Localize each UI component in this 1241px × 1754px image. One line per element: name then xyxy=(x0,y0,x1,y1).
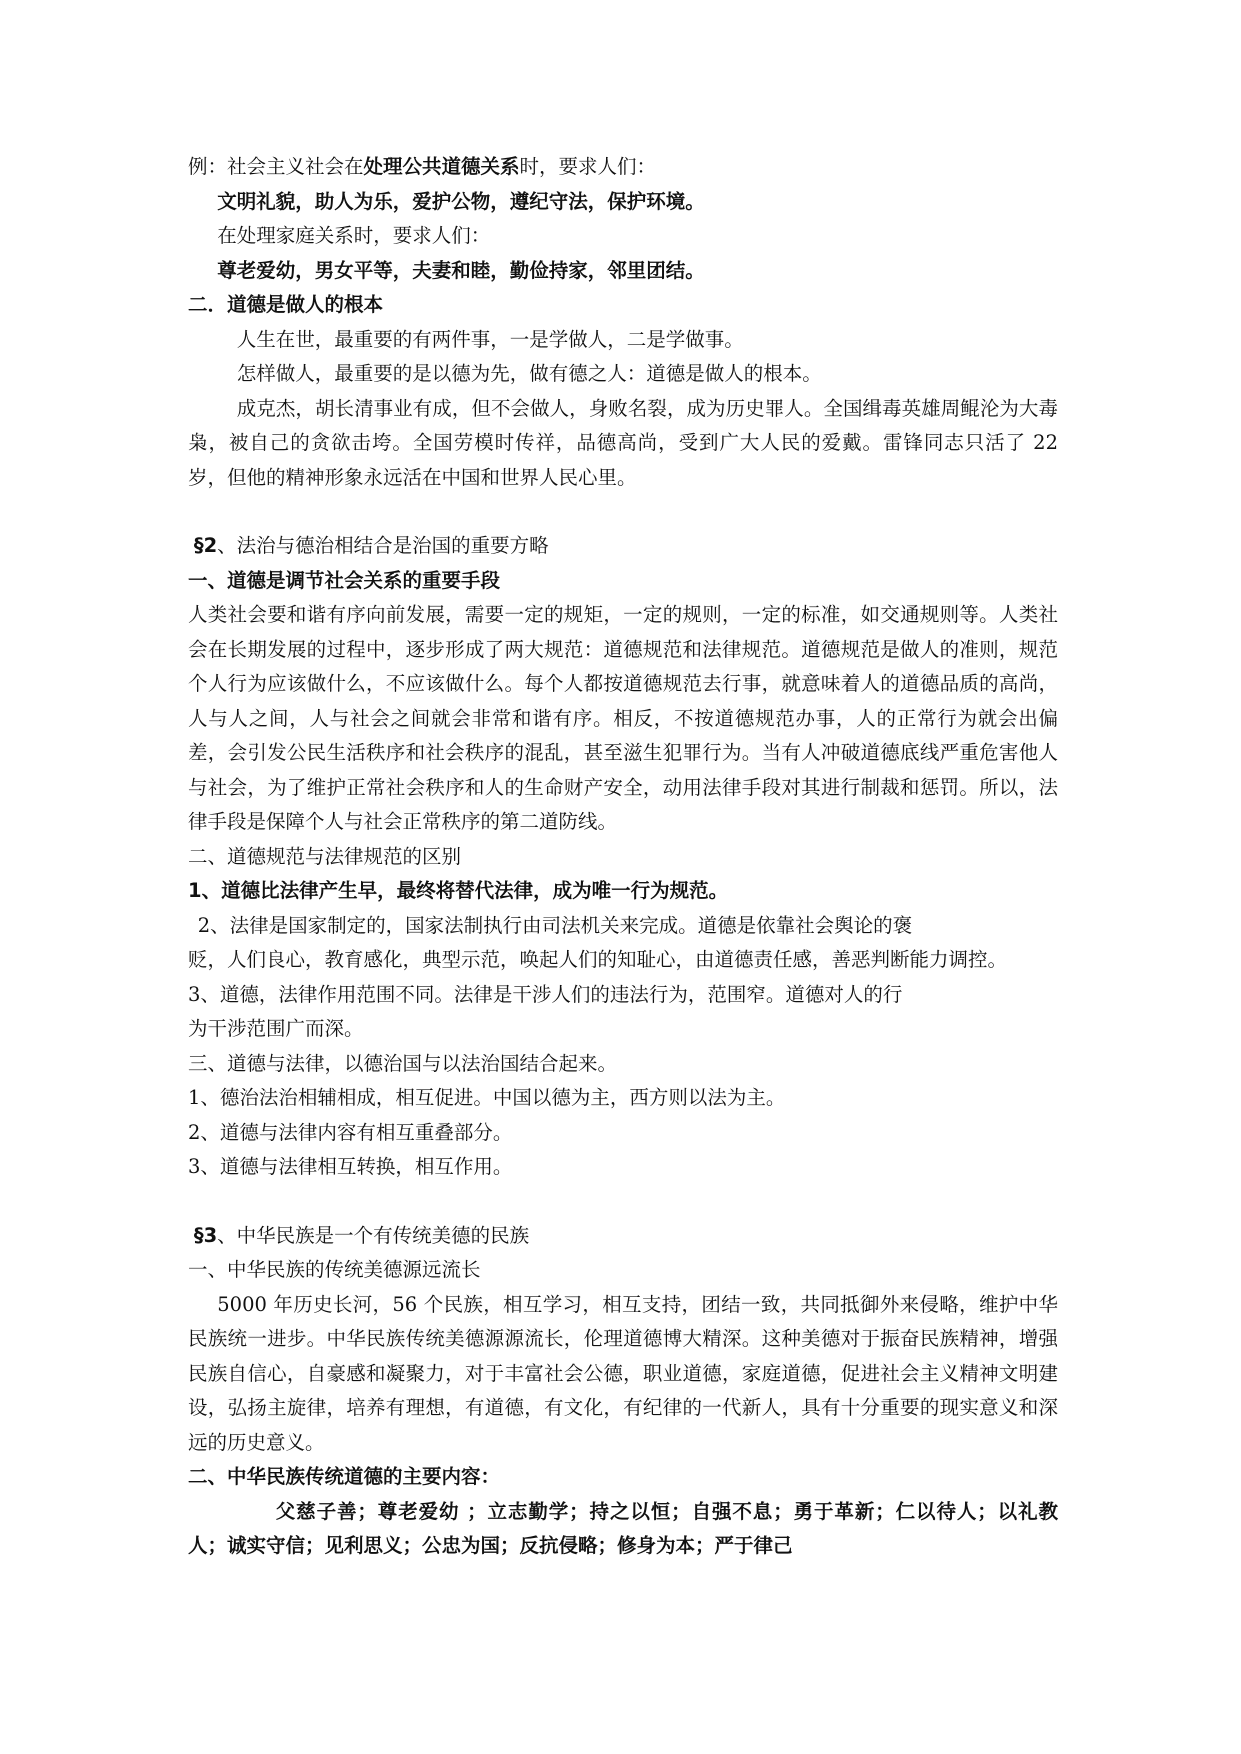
traditional-virtues-list: 父慈子善；尊老爱幼 ；立志勤学；持之以恒；自强不息；勇于革新；仁以待人；以礼教人；诚实守信；见利思义；公忠为国；反抗侵略；修身为本；严于律己 xyxy=(188,1499,1058,1557)
section-heading: 二、道德规范与法律规范的区别 xyxy=(188,844,462,868)
public-morality-requirements: 文明礼貌，助人为乐，爱护公物，遵纪守法，保护环境。 xyxy=(217,189,705,213)
section-heading: 三、道德与法律，以德治国与以法治国结合起来。 xyxy=(188,1051,618,1075)
spacer xyxy=(188,1185,1058,1219)
example-line: 例：社会主义社会在处理公共道德关系时，要求人们： xyxy=(188,155,657,178)
bold-phrase: 处理公共道德关系 xyxy=(363,155,520,178)
section-2-title: §2、法治与德治相结合是治国的重要方略 xyxy=(193,534,549,557)
paragraph: 成克杰，胡长清事业有成，但不会做人，身败名裂，成为历史罪人。全国缉毒英雄周鲲沦为大毒枭，被自己的贪欲击垮。全国劳模时传祥，品德高尚，受到广大人民的爱戴。雷锋同志只活了 22 岁，但他的精神形象永远活在中国和世界人民心里。 xyxy=(188,396,1058,489)
difference-item-1: 1、道德比法律产生早，最终将替代法律，成为唯一行为规范。 xyxy=(188,879,729,902)
family-morality-requirements: 尊老爱幼，男女平等，夫妻和睦，勤俭持家，邻里团结。 xyxy=(217,258,705,282)
spacer xyxy=(188,495,1058,529)
paragraph: 人生在世，最重要的有两件事，一是学做人，二是学做事。 xyxy=(236,327,744,351)
combine-item-2: 2、道德与法律内容有相互重叠部分。 xyxy=(188,1120,513,1144)
difference-item-3a: 3、道德，法律作用范围不同。法律是干涉人们的违法行为，范围窄。道德对人的行 xyxy=(188,982,903,1006)
paragraph: 5000 年历史长河，56 个民族，相互学习，相互支持，团结一致，共同抵御外来侵略，维护中华民族统一进步。中华民族传统美德源源流长，伦理道德博大精深。这种美德对于振奋民族精神，增强民族自信心，自豪感和凝聚力，对于丰富社会公德，职业道德，家庭道德，促进社会主义精神文明建设，弘扬主旋律，培养有理想，有道德，有文化，有纪律的一代新人，具有十分重要的现实意义和深远的历史意义。 xyxy=(188,1292,1058,1454)
section-heading-moral-foundation: 二．道德是做人的根本 xyxy=(188,293,384,316)
difference-item-2b: 贬，人们良心，教育感化，典型示范，唤起人们的知耻心，由道德责任感，善恶判断能力调控。 xyxy=(188,948,1008,971)
combine-item-1: 1、德治法治相辅相成，相互促进。中国以德为主，西方则以法为主。 xyxy=(188,1086,786,1109)
section-heading: 一、中华民族的传统美德源远流长 xyxy=(188,1258,481,1281)
combine-item-3: 3、道德与法律相互转换，相互作用。 xyxy=(188,1155,513,1178)
paragraph: 怎样做人，最重要的是以德为先，做有德之人：道德是做人的根本。 xyxy=(236,362,822,385)
difference-item-3b: 为干涉范围广而深。 xyxy=(188,1017,364,1040)
section-heading: 二、中华民族传统道德的主要内容： xyxy=(188,1465,501,1488)
section-3-title: §3、中华民族是一个有传统美德的民族 xyxy=(193,1223,530,1247)
paragraph: 人类社会要和谐有序向前发展，需要一定的规矩，一定的规则，一定的标准，如交通规则等。人类社会在长期发展的过程中，逐步形成了两大规范：道德规范和法律规范。道德规范是做人的准则，规范个人行为应该做什么，不应该做什么。每个人都按道德规范去行事，就意味着人的道德品质的高尚，人与人之间，人与社会之间就会非常和谐有序。相反，不按道德规范办事，人的正常行为就会出偏差，会引发公民生活秩序和社会秩序的混乱，甚至滋生犯罪行为。当有人冲破道德底线严重危害他人与社会，为了维护正常社会秩序和人的生命财产安全，动用法律手段对其进行制裁和惩罚。所以，法律手段是保障个人与社会正常秩序的第二道防线。 xyxy=(188,603,1058,833)
difference-item-2a: 2、法律是国家制定的，国家法制执行由司法机关来完成。道德是依靠社会舆论的褒 xyxy=(197,913,913,937)
section-heading: 一、道德是调节社会关系的重要手段 xyxy=(188,568,501,592)
family-relations-line: 在处理家庭关系时，要求人们： xyxy=(217,224,491,247)
document-body xyxy=(188,150,1058,1564)
